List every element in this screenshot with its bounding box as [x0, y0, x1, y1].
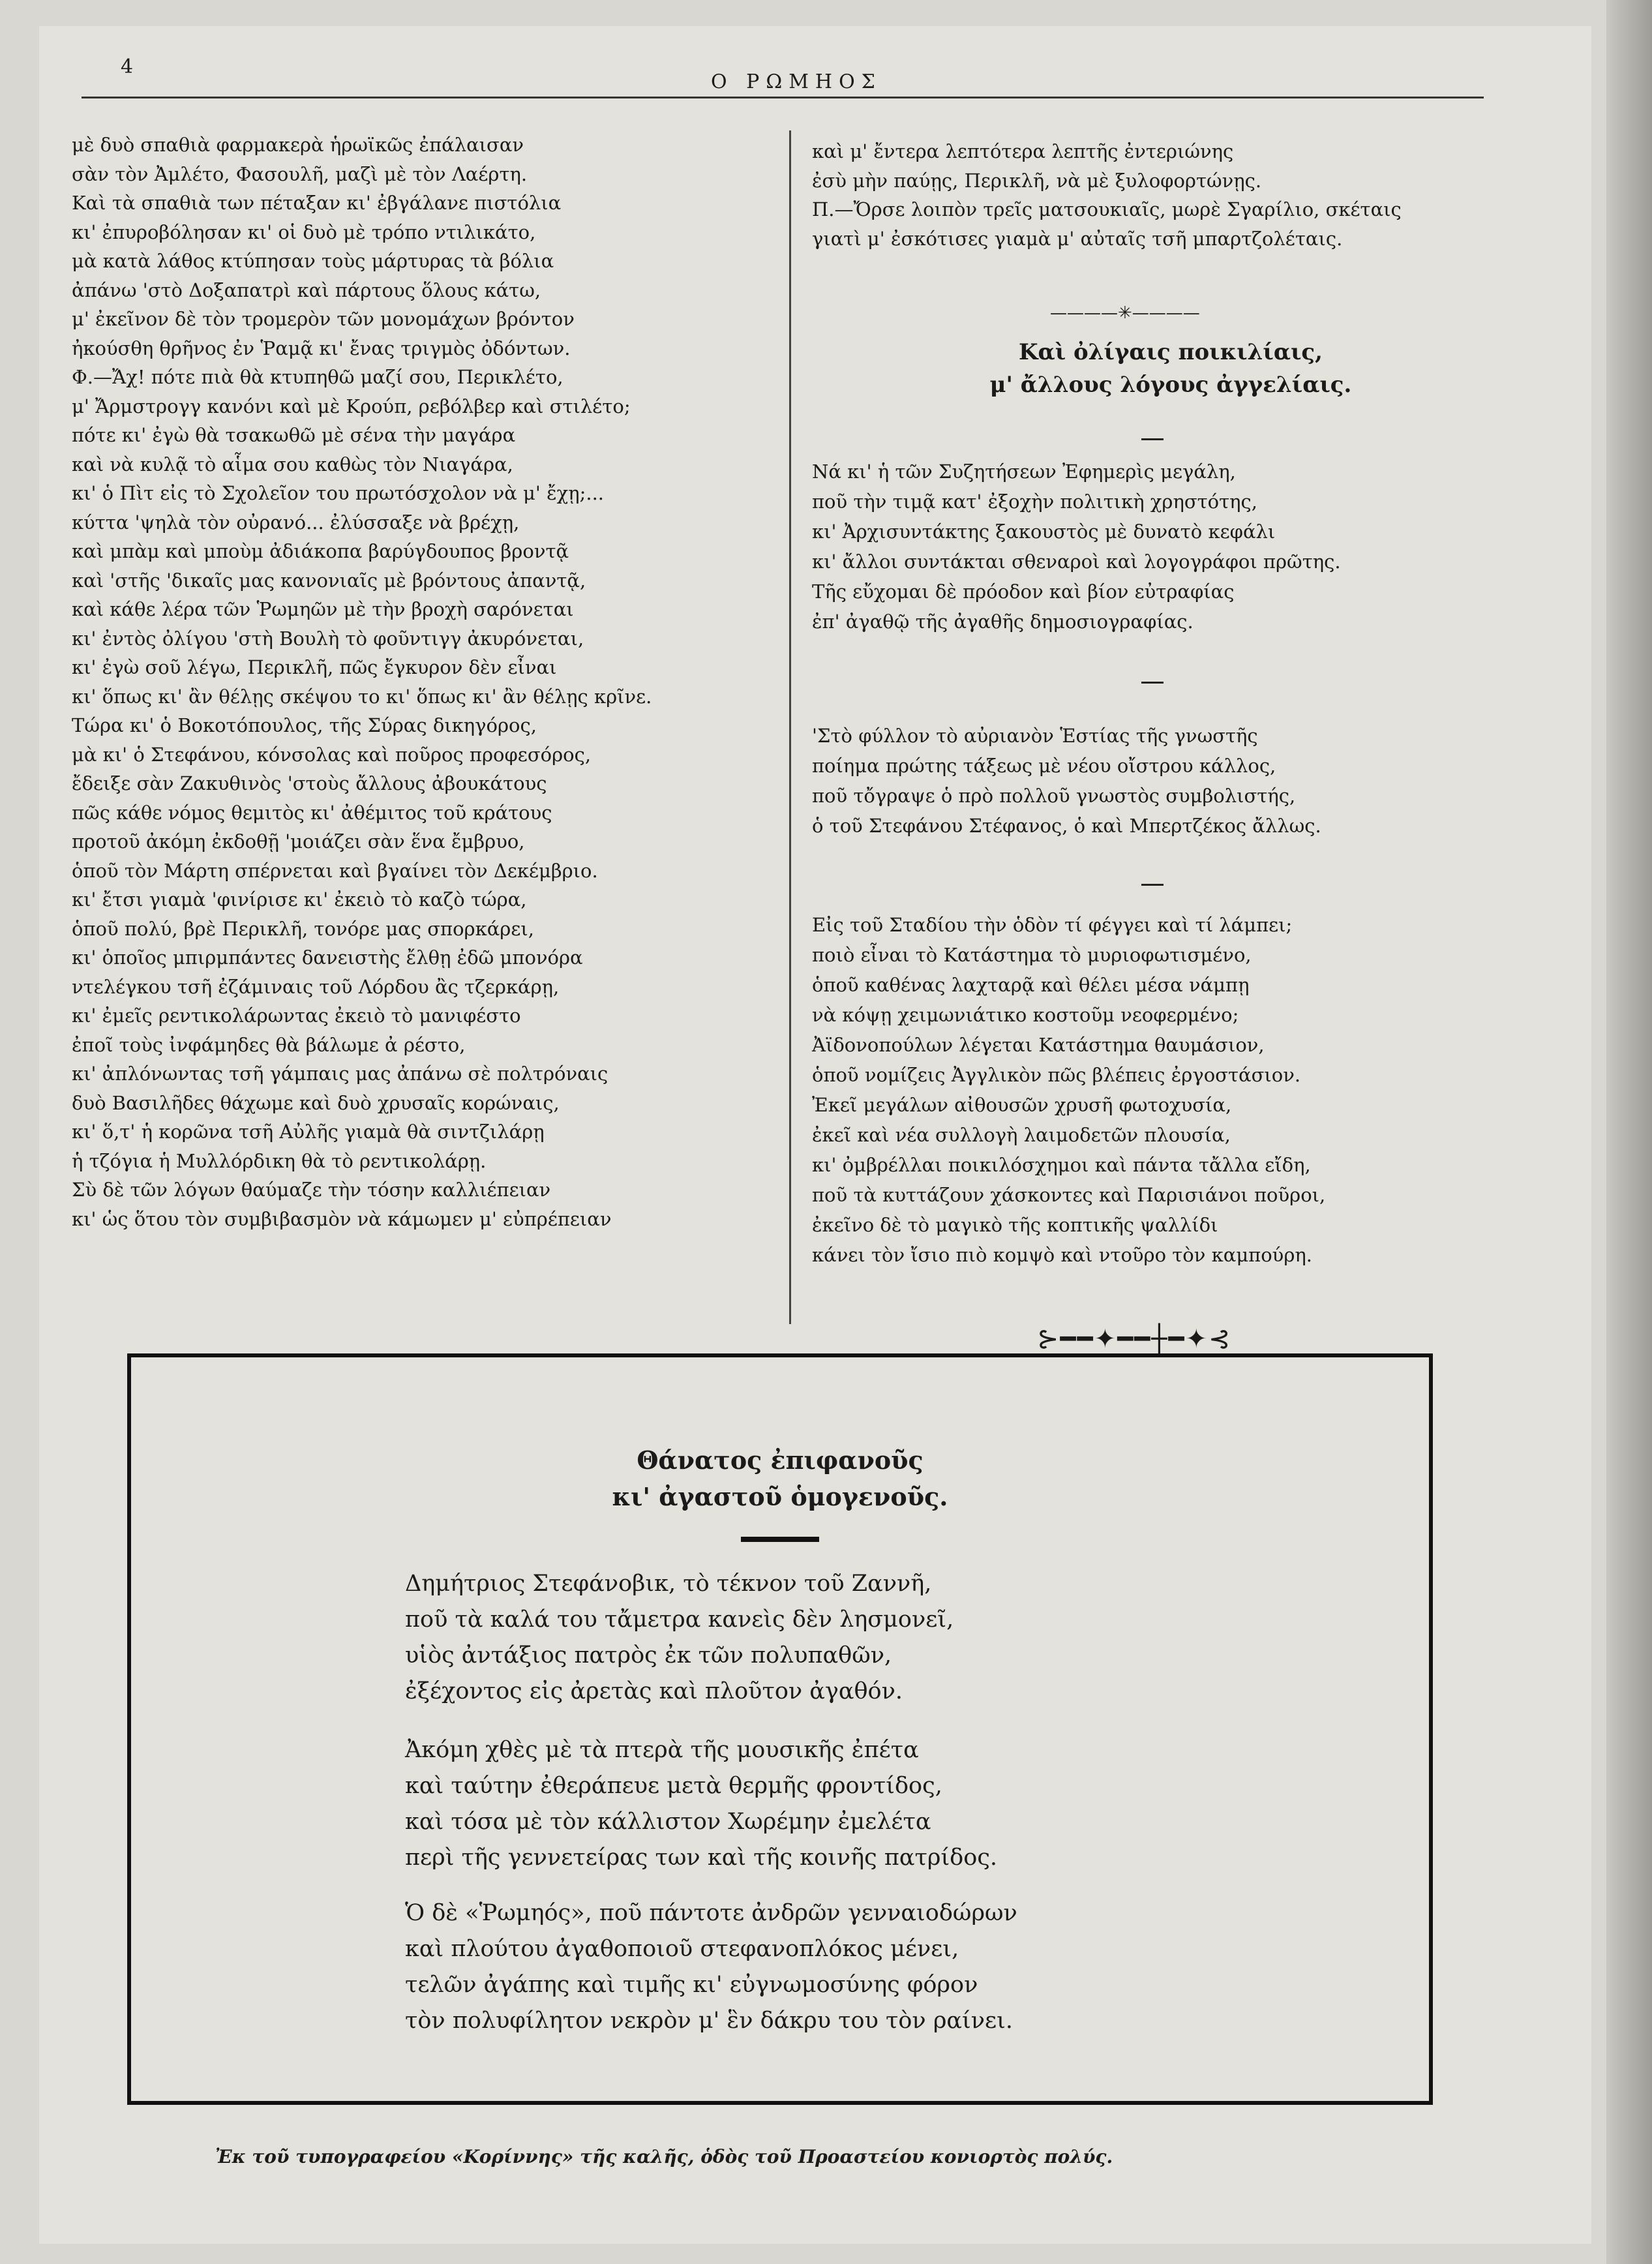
obituary-title-line: Θάνατος ἐπιφανοῦς: [637, 1445, 924, 1475]
verse-line: τὸν πολυφίλητον νεκρὸν μ' ἓν δάκρυ του τὸν ραίνει.: [405, 2008, 1014, 2034]
notice-block-store: [812, 910, 1325, 1270]
section-title-line: μ' ἄλλους λόγους ἀγγελίαις.: [989, 372, 1352, 398]
section-dash: [1141, 438, 1164, 440]
verse-line: ἐξέχοντος εἰς ἀρετὰς καὶ πλοῦτον ἀγαθόν.: [405, 1678, 903, 1704]
verse-line: μ' Ἄρμστρογγ κανόνι καὶ μὲ Κρούπ, ρεβόλβερ καὶ στιλέτο;: [72, 395, 631, 417]
verse-line: Σὺ δὲ τῶν λόγων θαύμαζε τὴν τόσην καλλιέπειαν: [72, 1179, 551, 1201]
verse-line: ὁποῦ καθένας λαχταρᾷ καὶ θέλει μέσα νάμπῃ: [812, 974, 1250, 996]
verse-line: ἔδειξε σὰν Ζακυθινὸς 'στοὺς ἄλλους ἀβουκάτους: [72, 772, 547, 794]
verse-line: κι' ἐμεῖς ρεντικολάρωντας ἐκειὸ τὸ μανιφέστο: [72, 1004, 521, 1027]
verse-line: ὁ τοῦ Στεφάνου Στέφανος, ὁ καὶ Μπερτζέκος ἄλλως.: [812, 815, 1321, 837]
verse-line: κι' ἀπλόνωντας τσῆ γάμπαις μας ἀπάνω σὲ πολτρόναις: [72, 1063, 608, 1085]
header-rule: [82, 97, 1484, 98]
verse-line: πῶς κάθε νόμος θεμιτὸς κι' ἀθέμιτος τοῦ κράτους: [72, 801, 552, 824]
verse-line: μ' ἐκεῖνον δὲ τὸν τρομερὸν τῶν μονομάχων βρόντον: [72, 308, 575, 330]
obituary-stanza-3: [405, 1895, 1017, 2039]
verse-line: καὶ 'στῆς 'δικαῖς μας κανονιαῖς μὲ βρόντους ἀπαντᾷ,: [72, 569, 586, 592]
page-shadow-edge: [1606, 0, 1652, 2264]
verse-line: καὶ πλούτου ἀγαθοποιοῦ στεφανοπλόκος μένει,: [405, 1936, 959, 1962]
verse-line: ἐκεῖ καὶ νέα συλλογὴ λαιμοδετῶν πλουσία,: [812, 1124, 1231, 1146]
verse-line: Π.—Ὄρσε λοιπὸν τρεῖς ματσουκιαῖς, μωρὲ Σγαρίλιο, σκέταις: [812, 198, 1402, 220]
verse-line: Φ.—Ἄχ! πότε πιὰ θὰ κτυπηθῶ μαζί σου, Περικλέτο,: [72, 366, 563, 388]
obituary-box: [127, 1353, 1433, 2105]
obituary-title-line: κι' ἀγαστοῦ ὁμογενοῦς.: [612, 1482, 948, 1511]
verse-line: κι' ὁ Πὶτ εἰς τὸ Σχολεῖον του πρωτόσχολον νὰ μ' ἔχῃ;...: [72, 482, 605, 504]
column-divider: [789, 130, 791, 1324]
verse-line: ἐσὺ μὴν παύῃς, Περικλῆ, νὰ μὲ ξυλοφορτώνῃς.: [812, 169, 1262, 192]
verse-line: καὶ μ' ἔντερα λεπτότερα λεπτῆς ἐντεριώνης: [812, 140, 1234, 162]
verse-line: ἠκούσθη θρῆνος ἐν Ῥαμᾷ κι' ἔνας τριγμὸς ὀδόντων.: [72, 337, 571, 359]
verse-line: πότε κι' ἐγὼ θὰ τσακωθῶ μὲ σένα τὴν μαγάρα: [72, 424, 516, 446]
section-dash: [1141, 682, 1164, 684]
verse-line: κι' Ἀρχισυντάκτης ξακουστὸς μὲ δυνατὸ κεφάλι: [812, 521, 1276, 543]
verse-line: μὲ δυὸ σπαθιὰ φαρμακερὰ ἡρωϊκῶς ἐπάλαισαν: [72, 134, 524, 156]
verse-line: προτοῦ ἀκόμη ἐκδοθῇ 'μοιάζει σὰν ἕνα ἔμβρυο,: [72, 830, 525, 853]
verse-line: Καὶ τὰ σπαθιὰ των πέταξαν κι' ἐβγάλανε πιστόλια: [72, 192, 562, 214]
verse-line: ποῦ τὄγραψε ὁ πρὸ πολλοῦ γνωστὸς συμβολιστής,: [812, 785, 1296, 807]
verse-line: κι' ἐπυροβόλησαν κι' οἱ δυὸ μὲ τρόπο ντιλικάτο,: [72, 220, 536, 243]
obituary-title: [131, 1442, 1429, 1515]
verse-line: καὶ μπὰμ καὶ μποὺμ ἀδιάκοπα βαρύγδουπος βροντᾷ: [72, 540, 569, 562]
verse-line: Ἀϊδονοπούλων λέγεται Κατάστημα θαυμάσιον,: [812, 1034, 1265, 1056]
verse-line: ἡ τζόγια ἡ Μυλλόρδικη θὰ τὸ ρεντικολάρῃ.: [72, 1149, 487, 1172]
section-dash: [1141, 884, 1164, 886]
verse-line: καὶ τόσα μὲ τὸν κάλλιστον Χωρέμην ἐμελέτα: [405, 1809, 931, 1835]
verse-line: καὶ κάθε λέρα τῶν Ῥωμηῶν μὲ τὴν βροχὴ σαρόνεται: [72, 598, 574, 620]
verse-line: Δημήτριος Στεφάνοβικ, τὸ τέκνον τοῦ Ζαννῆ,: [405, 1571, 932, 1597]
verse-line: Τώρα κι' ὁ Βοκοτόπουλος, τῆς Σύρας δικηγόρος,: [72, 714, 537, 736]
verse-line: ὁποῦ πολύ, βρὲ Περικλῆ, τονόρε μας σπορκάρει,: [72, 917, 534, 940]
verse-line: σὰν τὸν Ἀμλέτο, Φασουλῆ, μαζὶ μὲ τὸν Λαέρτη.: [72, 162, 528, 185]
verse-line: Ἐκεῖ μεγάλων αἰθουσῶν χρυσῆ φωτοχυσία,: [812, 1094, 1232, 1116]
verse-line: τελῶν ἀγάπης καὶ τιμῆς κι' εὐγνωμοσύνης φόρον: [405, 1972, 978, 1998]
verse-line: Τῆς εὔχομαι δὲ πρόοδον καὶ βίον εὐτραφίας: [812, 581, 1235, 603]
verse-line: κι' ὅ,τ' ἡ κορῶνα τσῆ Αὐλῆς γιαμὰ θὰ σιντζιλάρῃ: [72, 1121, 545, 1143]
verse-line: γιατὶ μ' ἐσκότισες γιαμὰ μ' αὐταῖς τσῆ μπαρτζολέταις.: [812, 227, 1343, 250]
verse-line: καὶ ταύτην ἐθεράπευε μετὰ θερμῆς φροντίδος,: [405, 1773, 942, 1799]
verse-line: Ἀκόμη χθὲς μὲ τὰ πτερὰ τῆς μουσικῆς ἐπέτα: [405, 1737, 919, 1763]
verse-line: ἐπ' ἀγαθῷ τῆς ἀγαθῆς δημοσιογραφίας.: [812, 611, 1194, 633]
verse-line: ποῦ τὴν τιμᾷ κατ' ἐξοχὴν πολιτικὴ χρηστότης,: [812, 491, 1258, 513]
newspaper-title: Ο ΡΩΜΗΟΣ: [711, 70, 882, 93]
verse-line: περὶ τῆς γεννετείρας των καὶ τῆς κοινῆς πατρίδος.: [405, 1845, 998, 1871]
section-title: [812, 336, 1529, 401]
verse-line: κι' ὡς ὅτου τὸν συμβιβασμὸν νὰ κάμωμεν μ' εὐπρέπειαν: [72, 1207, 612, 1230]
page-number: 4: [121, 55, 134, 78]
verse-line: ἐποῖ τοὺς ἰνφάμηδες θὰ βάλωμε ἀ ρέστο,: [72, 1033, 466, 1056]
verse-line: ὁποῦ νομίζεις Ἀγγλικὸν πῶς βλέπεις ἐργοστάσιον.: [812, 1064, 1301, 1086]
verse-line: Νά κι' ἡ τῶν Συζητήσεων Ἐφημερὶς μεγάλη,: [812, 460, 1236, 483]
notice-block-estia: [812, 721, 1321, 841]
verse-line: κι' ἔτσι γιαμὰ 'φινίρισε κι' ἐκειὸ τὸ καζὸ τώρα,: [72, 888, 527, 911]
verse-line: υἱὸς ἀντάξιος πατρὸς ἐκ τῶν πολυπαθῶν,: [405, 1642, 892, 1668]
verse-line: κι' ἐντὸς ὀλίγου 'στὴ Βουλὴ τὸ φοῦντιγγ ἀκυρόνεται,: [72, 627, 584, 650]
left-column: [72, 130, 763, 1233]
verse-line: ὁποῦ τὸν Μάρτη σπέρνεται καὶ βγαίνει τὸν Δεκέμβριο.: [72, 859, 598, 882]
verse-line: κι' ὅπως κι' ἂν θέλῃς σκέψου το κι' ὅπως κι' ἂν θέλῃς κρῖνε.: [72, 685, 652, 708]
verse-line: κύττα 'ψηλὰ τὸν οὐρανό... ἐλύσσαξε νὰ βρέχῃ,: [72, 511, 520, 534]
verse-line: ντελέγκου τσῆ ἐζάμιναις τοῦ Λόρδου ἂς τζερκάρῃ,: [72, 975, 560, 998]
verse-line: Εἰς τοῦ Σταδίου τὴν ὁδὸν τί φέγγει καὶ τί λάμπει;: [812, 914, 1293, 936]
verse-line: ἀπάνω 'στὸ Δοξαπατρὶ καὶ πάρτους ὅλους κάτω,: [72, 279, 541, 301]
verse-line: κάνει τὸν ἴσιο πιὸ κομψὸ καὶ ντοῦρο τὸν καμπούρη.: [812, 1244, 1312, 1266]
verse-line: κι' ἐγὼ σοῦ λέγω, Περικλῆ, πῶς ἔγκυρον δὲν εἶναι: [72, 656, 557, 678]
verse-line: ποῦ τὰ καλά του τἄμετρα κανεὶς δὲν λησμονεῖ,: [405, 1607, 954, 1633]
verse-line: 'Στὸ φύλλον τὸ αὐριανὸν Ἑστίας τῆς γνωστῆς: [812, 725, 1258, 747]
verse-line: δυὸ Βασιλῆδες θάχωμε καὶ δυὸ χρυσαῖς κορώναις,: [72, 1091, 560, 1114]
obituary-stanza-1: [405, 1566, 954, 1710]
section-title-line: Καὶ ὀλίγαις ποικιλίαις,: [1019, 339, 1323, 365]
verse-line: καὶ νὰ κυλᾷ τὸ αἷμα σου καθὼς τὸν Νιαγάρα,: [72, 453, 513, 475]
verse-line: κι' ὀμβρέλλαι ποικιλόσχημοι καὶ πάντα τἄλλα εἴδη,: [812, 1154, 1311, 1176]
printer-colophon: Ἐκ τοῦ τυπογραφείου «Κορίννης» τῆς καλῆς, ὁδὸς τοῦ Προαστείου κονιορτὸς πολύς.: [215, 2146, 1113, 2167]
verse-line: ἐκεῖνο δὲ τὸ μαγικὸ τῆς κοπτικῆς ψαλλίδι: [812, 1214, 1218, 1236]
verse-line: κι' ἄλλοι συντάκται σθεναροὶ καὶ λογογράφοι πρῶτης.: [812, 551, 1341, 573]
verse-line: Ὁ δὲ «Ῥωμηός», ποῦ πάντοτε ἀνδρῶν γενναιοδώρων: [405, 1900, 1017, 1926]
right-column-top: [812, 137, 1523, 253]
notice-block-efimeris: [812, 457, 1341, 637]
verse-line: νὰ κόψῃ χειμωνιάτικο κοστοῦμ νεοφερμένο;: [812, 1004, 1239, 1026]
verse-line: ποίημα πρώτης τάξεως μὲ νέου οἴστρου κάλλος,: [812, 755, 1276, 777]
verse-line: κι' ὁποῖος μπιρμπάντες δανειστὴς ἔλθῃ ἐδῶ μπονόρα: [72, 946, 583, 969]
verse-line: μὰ κι' ὁ Στεφάνου, κόνσολας καὶ ποῦρος προφεσόρος,: [72, 743, 592, 766]
obituary-rule: [741, 1537, 819, 1542]
verse-line: μὰ κατὰ λάθος κτύπησαν τοὺς μάρτυρας τὰ βόλια: [72, 250, 554, 272]
end-ornament: ⊱━━✦━━┼━✦⊰: [1037, 1324, 1232, 1354]
verse-line: ποιὸ εἶναι τὸ Κατάστημα τὸ μυριοφωτισμένο,: [812, 944, 1252, 966]
section-ornament: ————✳————: [1050, 303, 1200, 323]
obituary-stanza-2: [405, 1732, 997, 1876]
verse-line: ποῦ τὰ κυττάζουν χάσκοντες καὶ Παρισιάνοι ποῦροι,: [812, 1184, 1326, 1206]
